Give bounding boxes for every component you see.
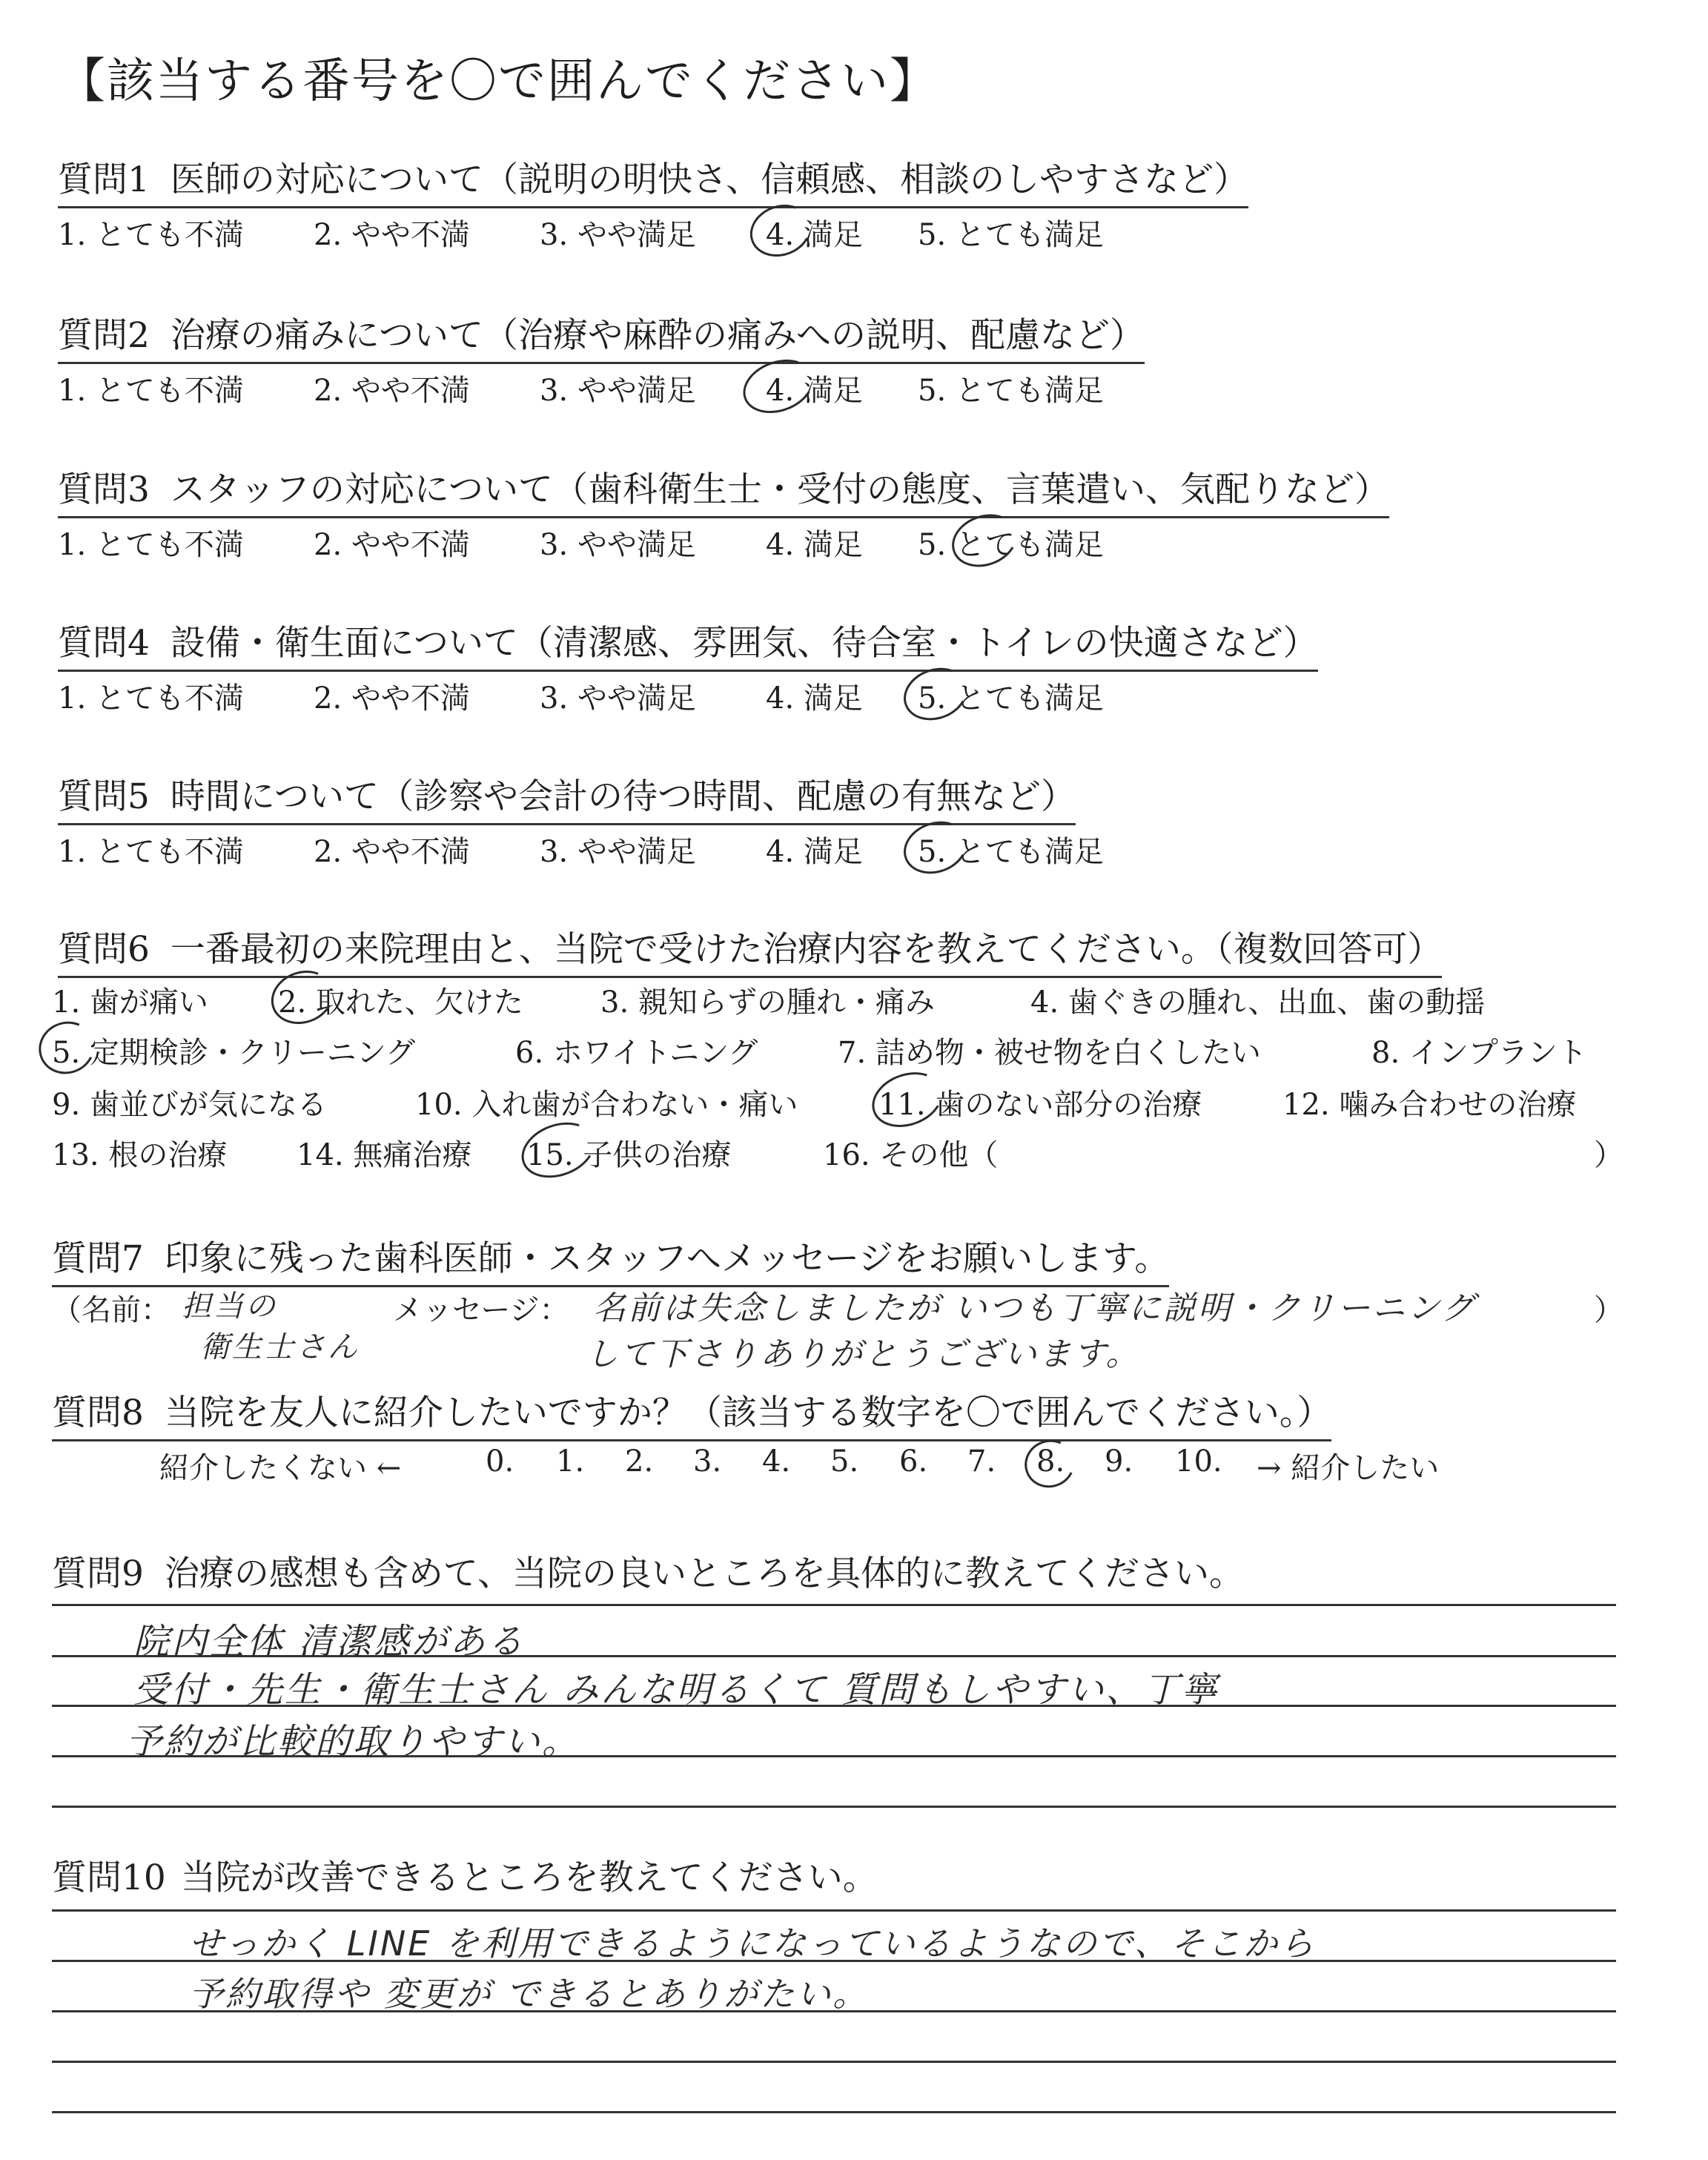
q6-option-15[interactable]: 15. 子供の治療 bbox=[526, 1138, 732, 1172]
q2-option-2[interactable]: 2. やや不満 bbox=[314, 374, 470, 408]
q8-scale bbox=[159, 1444, 1494, 1485]
q8-number: 質問8 bbox=[52, 1393, 144, 1433]
q3-title: スタッフの対応について（歯科衛生士・受付の態度、言葉遣い、気配りなど） bbox=[170, 469, 1389, 510]
q7-title-row bbox=[52, 1231, 1169, 1287]
q1-option-4[interactable]: 4. 満足 bbox=[766, 218, 863, 252]
q3-title-row bbox=[58, 462, 1389, 518]
q1-options bbox=[58, 211, 1318, 252]
q5-option-3[interactable]: 3. やや満足 bbox=[540, 835, 696, 869]
q4-option-3[interactable]: 3. やや満足 bbox=[540, 681, 696, 716]
q4-option-4[interactable]: 4. 満足 bbox=[766, 681, 863, 716]
q3-option-3[interactable]: 3. やや満足 bbox=[540, 528, 696, 562]
q7-message-line2: して下さりありがとうございます。 bbox=[586, 1335, 1141, 1373]
q10-title: 当院が改善できるところを教えてください。 bbox=[180, 1857, 878, 1898]
q6-option-7[interactable]: 7. 詰め物・被せ物を白くしたい bbox=[838, 1036, 1261, 1070]
q9-answer-line-1 bbox=[52, 1604, 1616, 1606]
q6-title: 一番最初の来院理由と、当院で受けた治療内容を教えてください。（複数回答可） bbox=[170, 929, 1443, 970]
q7-message-line1: 名前は失念しましたが いつも丁寧に説明・クリーニング bbox=[593, 1289, 1477, 1327]
q2-option-4[interactable]: 4. 満足 bbox=[766, 374, 863, 408]
q1-option-5[interactable]: 5. とても満足 bbox=[918, 218, 1104, 252]
q1-title: 医師の対応について（説明の明快さ、信頼感、相談のしやすさなど） bbox=[170, 159, 1249, 200]
q2-number: 質問2 bbox=[58, 315, 150, 356]
q8-low-label: 紹介したくない ← bbox=[159, 1451, 402, 1485]
q9-answer-text-2: 受付・先生・衛生士さん みんな明るくて 質問もしやすい、丁寧 bbox=[133, 1669, 1219, 1711]
q6-option-12[interactable]: 12. 噛み合わせの治療 bbox=[1282, 1088, 1577, 1122]
q1-option-2[interactable]: 2. やや不満 bbox=[314, 218, 470, 252]
q6-other-close-paren: ） bbox=[1594, 1138, 1623, 1172]
q8-scale-8[interactable]: 8. bbox=[1036, 1444, 1065, 1479]
q8-scale-7[interactable]: 7. bbox=[967, 1444, 996, 1479]
q6-option-8[interactable]: 8. インプラント bbox=[1371, 1036, 1587, 1070]
q2-option-3[interactable]: 3. やや満足 bbox=[540, 374, 696, 408]
q6-option-9[interactable]: 9. 歯並びが気になる bbox=[52, 1088, 327, 1122]
q5-option-4[interactable]: 4. 満足 bbox=[766, 835, 863, 869]
q2-title: 治療の痛みについて（治療や麻酔の痛みへの説明、配慮など） bbox=[170, 315, 1145, 356]
q6-option-2[interactable]: 2. 取れた、欠けた bbox=[278, 985, 523, 1020]
q4-title: 設備・衛生面について（清潔感、雰囲気、待合室・トイレの快適さなど） bbox=[170, 623, 1318, 664]
q6-number: 質問6 bbox=[58, 929, 150, 970]
q7-number: 質問7 bbox=[52, 1238, 144, 1279]
q8-scale-4[interactable]: 4. bbox=[762, 1444, 791, 1479]
q8-scale-10[interactable]: 10. bbox=[1175, 1444, 1222, 1479]
q9-title-row bbox=[52, 1546, 1244, 1596]
q2-option-1[interactable]: 1. とても不満 bbox=[58, 374, 244, 408]
q6-option-5[interactable]: 5. 定期検診・クリーニング bbox=[52, 1036, 416, 1070]
q1-title-row bbox=[58, 152, 1248, 208]
q10-answer-line-1 bbox=[52, 1909, 1616, 1912]
q3-options bbox=[58, 521, 1318, 562]
q6-option-16[interactable]: 16. その他（ bbox=[823, 1138, 999, 1172]
q1-option-3[interactable]: 3. やや満足 bbox=[540, 218, 696, 252]
q10-number: 質問10 bbox=[52, 1857, 166, 1898]
q2-option-5[interactable]: 5. とても満足 bbox=[918, 374, 1104, 408]
q5-option-1[interactable]: 1. とても不満 bbox=[58, 835, 244, 869]
q6-option-13[interactable]: 13. 根の治療 bbox=[52, 1138, 228, 1172]
q6-option-11[interactable]: 11. 歯のない部分の治療 bbox=[878, 1088, 1202, 1122]
q4-option-1[interactable]: 1. とても不満 bbox=[58, 681, 244, 716]
q6-option-1[interactable]: 1. 歯が痛い bbox=[52, 985, 208, 1020]
q3-option-4[interactable]: 4. 満足 bbox=[766, 528, 863, 562]
q5-number: 質問5 bbox=[58, 776, 150, 817]
q8-title-row bbox=[52, 1385, 1331, 1441]
page-header: 【該当する番号を〇で囲んでください】 bbox=[58, 54, 939, 109]
q5-title-row bbox=[58, 769, 1076, 825]
q6-selected-circle-15 bbox=[514, 1113, 603, 1188]
q7-name-value-line1: 担当の bbox=[182, 1289, 277, 1324]
q9-answer-text-3: 予約が比較的取りやすい。 bbox=[126, 1721, 580, 1763]
q9-number: 質問9 bbox=[52, 1553, 144, 1594]
q6-selected-circle-5 bbox=[31, 1014, 102, 1082]
q8-scale-3[interactable]: 3. bbox=[693, 1444, 722, 1479]
q3-number: 質問3 bbox=[58, 469, 150, 510]
q5-options bbox=[58, 828, 1318, 869]
q9-answer-line-5 bbox=[52, 1806, 1616, 1808]
q7-name-value-line2: 衛生士さん bbox=[200, 1330, 360, 1364]
q7-message-label: メッセージ： bbox=[393, 1293, 569, 1327]
q9-answer-text-1: 院内全体 清潔感がある bbox=[133, 1621, 526, 1662]
q6-option-4[interactable]: 4. 歯ぐきの腫れ、出血、歯の動揺 bbox=[1030, 985, 1486, 1020]
q10-answer-line-5 bbox=[52, 2111, 1616, 2113]
q8-scale-9[interactable]: 9. bbox=[1105, 1444, 1133, 1479]
q6-option-10[interactable]: 10. 入れ歯が合わない・痛い bbox=[415, 1088, 798, 1122]
q8-title: 当院を友人に紹介したいですか？（該当する数字を〇で囲んでください。） bbox=[164, 1393, 1332, 1433]
q8-scale-2[interactable]: 2. bbox=[625, 1444, 654, 1479]
q5-title: 時間について（診察や会計の待つ時間、配慮の有無など） bbox=[170, 776, 1076, 817]
q10-answer-line-4 bbox=[52, 2061, 1616, 2063]
q10-title-row bbox=[52, 1850, 878, 1900]
q5-option-5[interactable]: 5. とても満足 bbox=[918, 835, 1104, 869]
q7-close-paren: ） bbox=[1594, 1293, 1623, 1327]
q7-title: 印象に残った歯科医師・スタッフへメッセージをお願いします。 bbox=[164, 1238, 1170, 1279]
q10-answer-text-1: せっかく LINE を利用できるようになっているようなので、そこから bbox=[189, 1923, 1317, 1964]
q4-number: 質問4 bbox=[58, 623, 150, 664]
q4-option-5[interactable]: 5. とても満足 bbox=[918, 681, 1104, 716]
q10-answer-text-2: 予約取得や 変更が できるとありがたい。 bbox=[189, 1974, 870, 2014]
q4-options bbox=[58, 675, 1318, 716]
q4-title-row bbox=[58, 615, 1318, 672]
q6-selected-circle-11 bbox=[864, 1063, 950, 1136]
q1-number: 質問1 bbox=[58, 159, 150, 200]
q8-scale-0[interactable]: 0. bbox=[486, 1444, 514, 1479]
q6-options bbox=[52, 979, 1646, 1186]
q1-option-1[interactable]: 1. とても不満 bbox=[58, 218, 244, 252]
q8-scale-1[interactable]: 1. bbox=[556, 1444, 585, 1479]
q8-high-label: → 紹介したい bbox=[1257, 1451, 1440, 1485]
q6-title-row bbox=[58, 922, 1442, 978]
q2-options bbox=[58, 367, 1318, 408]
q9-title: 治療の感想も含めて、当院の良いところを具体的に教えてください。 bbox=[164, 1553, 1244, 1594]
q4-option-2[interactable]: 2. やや不満 bbox=[314, 681, 470, 716]
q6-option-3[interactable]: 3. 親知らずの腫れ・痛み bbox=[600, 985, 935, 1020]
q8-selected-circle bbox=[1018, 1433, 1082, 1494]
q8-scale-5[interactable]: 5. bbox=[830, 1444, 859, 1479]
q3-option-2[interactable]: 2. やや不満 bbox=[314, 528, 470, 562]
q5-option-2[interactable]: 2. やや不満 bbox=[314, 835, 470, 869]
q6-option-14[interactable]: 14. 無痛治療 bbox=[297, 1138, 472, 1172]
q6-option-6[interactable]: 6. ホワイトニング bbox=[515, 1036, 758, 1070]
q7-name-label: （名前： bbox=[52, 1293, 171, 1327]
q8-scale-6[interactable]: 6. bbox=[899, 1444, 928, 1479]
q2-title-row bbox=[58, 308, 1145, 364]
q3-option-5[interactable]: 5. とても満足 bbox=[918, 528, 1104, 562]
q3-option-1[interactable]: 1. とても不満 bbox=[58, 528, 244, 562]
